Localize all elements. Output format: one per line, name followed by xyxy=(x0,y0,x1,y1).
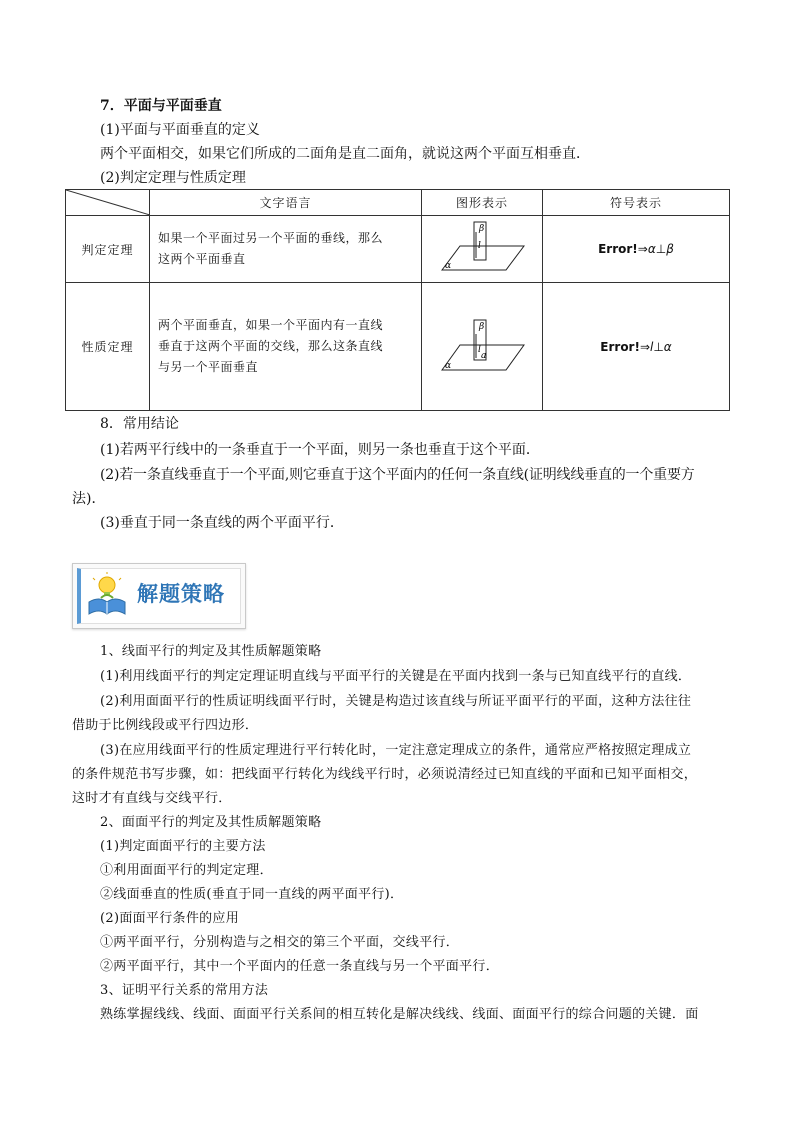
strategy-r1: 熟练掌握线线、线面、面面平行关系间的相互转化是解决线线、线面、面面平行的综合问题的关键．面 xyxy=(100,1007,699,1022)
row-text-line: 如果一个平面过另一个平面的垂线，那么 xyxy=(158,231,384,245)
strategy-p3-line2: 的条件规范书写步骤，如：把线面平行转化为线线平行时，必须说清经过已知直线的平面和已知平面相交， xyxy=(72,767,698,782)
strategy-p2-line2: 借助于比例线段或平行四边形． xyxy=(72,718,259,733)
strategy-q1: (1)判定面面平行的主要方法 xyxy=(100,839,266,854)
section8-item2-line1: (2)若一条直线垂直于一个平面,则它垂直于这个平面内的任何一条直线(证明线线垂直的一个重要方 xyxy=(100,467,695,483)
section8-item2-line2: 法)． xyxy=(72,491,106,507)
header-diagonal-cell xyxy=(66,190,150,216)
beta-label: β xyxy=(479,223,485,234)
strategy-heading-2: 2、面面平行的判定及其性质解题策略 xyxy=(100,815,322,830)
table-header-row xyxy=(66,190,730,216)
strategy-p3-line3: 这时才有直线与交线平行． xyxy=(72,791,232,806)
header-figure: 图形表示 xyxy=(422,190,543,216)
strategy-q1a: ①利用面面平行的判定定理． xyxy=(100,863,273,878)
alpha-label: α xyxy=(445,260,452,271)
strategy-p3-line1: (3)在应用线面平行的性质定理进行平行转化时，一定注意定理成立的条件，通常应严格按照定理成立 xyxy=(100,743,692,758)
beta-label: β xyxy=(479,322,485,332)
error-text: Error! xyxy=(600,339,640,354)
section8-item3: (3)垂直于同一条直线的两个平面平行． xyxy=(100,515,344,531)
strategy-q1b: ②线面垂直的性质(垂直于同一直线的两平面平行)． xyxy=(100,887,404,902)
row-figure-property xyxy=(422,283,543,411)
implies-symbol: ⇒ xyxy=(639,339,651,354)
strategy-q2b: ②两平面平行，其中一个平面内的任意一条直线与另一个平面平行． xyxy=(100,959,500,974)
symbol-result: l⊥α xyxy=(650,339,672,354)
perpendicular-planes-figure xyxy=(432,312,532,378)
row-text-line: 这两个平面垂直 xyxy=(158,252,246,266)
row-label-property: 性质定理 xyxy=(66,283,150,411)
strategy-heading-1: 1、线面平行的判定及其性质解题策略 xyxy=(100,644,322,659)
section7-sub1: (1)平面与平面垂直的定义 xyxy=(100,122,260,138)
row-symbol-property xyxy=(543,283,730,411)
banner-title: 解题策略 xyxy=(137,582,225,606)
section7-definition: 两个平面相交，如果它们所成的二面角是直二面角，就说这两个平面互相垂直． xyxy=(100,146,590,162)
section8-item1: (1)若两平行线中的一条垂直于一个平面，则另一条也垂直于这个平面． xyxy=(100,442,540,458)
section7-title: 7．平面与平面垂直 xyxy=(100,98,222,114)
l-label: l xyxy=(478,345,481,355)
theorem-table xyxy=(65,189,730,411)
row-text-judgement xyxy=(150,216,422,283)
table-row xyxy=(66,216,730,283)
table-row xyxy=(66,283,730,411)
strategy-p1: (1)利用线面平行的判定定理证明直线与平面平行的关键是在平面内找到一条与已知直线平行的直线． xyxy=(100,669,692,684)
implies-symbol: ⇒ xyxy=(637,242,648,256)
strategy-q2a: ①两平面平行，分别构造与之相交的第三个平面，交线平行． xyxy=(100,935,460,950)
header-symbol: 符号表示 xyxy=(543,190,730,216)
strategy-heading-3: 3、证明平行关系的常用方法 xyxy=(100,983,269,998)
section7-sub2: (2)判定定理与性质定理 xyxy=(100,170,246,186)
l-label: l xyxy=(478,240,481,251)
row-text-line: 两个平面垂直，如果一个平面内有一直线 xyxy=(158,318,384,332)
a-label: a xyxy=(481,351,487,361)
diagonal-line xyxy=(66,190,150,215)
strategy-q2: (2)面面平行条件的应用 xyxy=(100,911,240,926)
strategy-banner xyxy=(72,563,246,629)
row-text-property xyxy=(150,283,422,411)
perpendicular-planes-figure xyxy=(432,218,532,278)
strategy-p2-line1: (2)利用面面平行的性质证明线面平行时，关键是构造过该直线与所证平面平行的平面，这种方法往往 xyxy=(100,694,692,709)
lightbulb-book-icon xyxy=(83,572,131,620)
alpha-label: α xyxy=(445,361,452,371)
row-symbol-judgement xyxy=(543,216,730,283)
row-text-line: 垂直于这两个平面的交线，那么这条直线 xyxy=(158,339,384,353)
row-figure-judgement xyxy=(422,216,543,283)
header-text-language: 文字语言 xyxy=(150,190,422,216)
row-label-judgement: 判定定理 xyxy=(66,216,150,283)
symbol-result: α⊥β xyxy=(647,242,674,256)
section8-title: 8．常用结论 xyxy=(100,416,179,432)
error-text: Error! xyxy=(598,242,638,256)
row-text-line: 与另一个平面垂直 xyxy=(158,360,259,374)
